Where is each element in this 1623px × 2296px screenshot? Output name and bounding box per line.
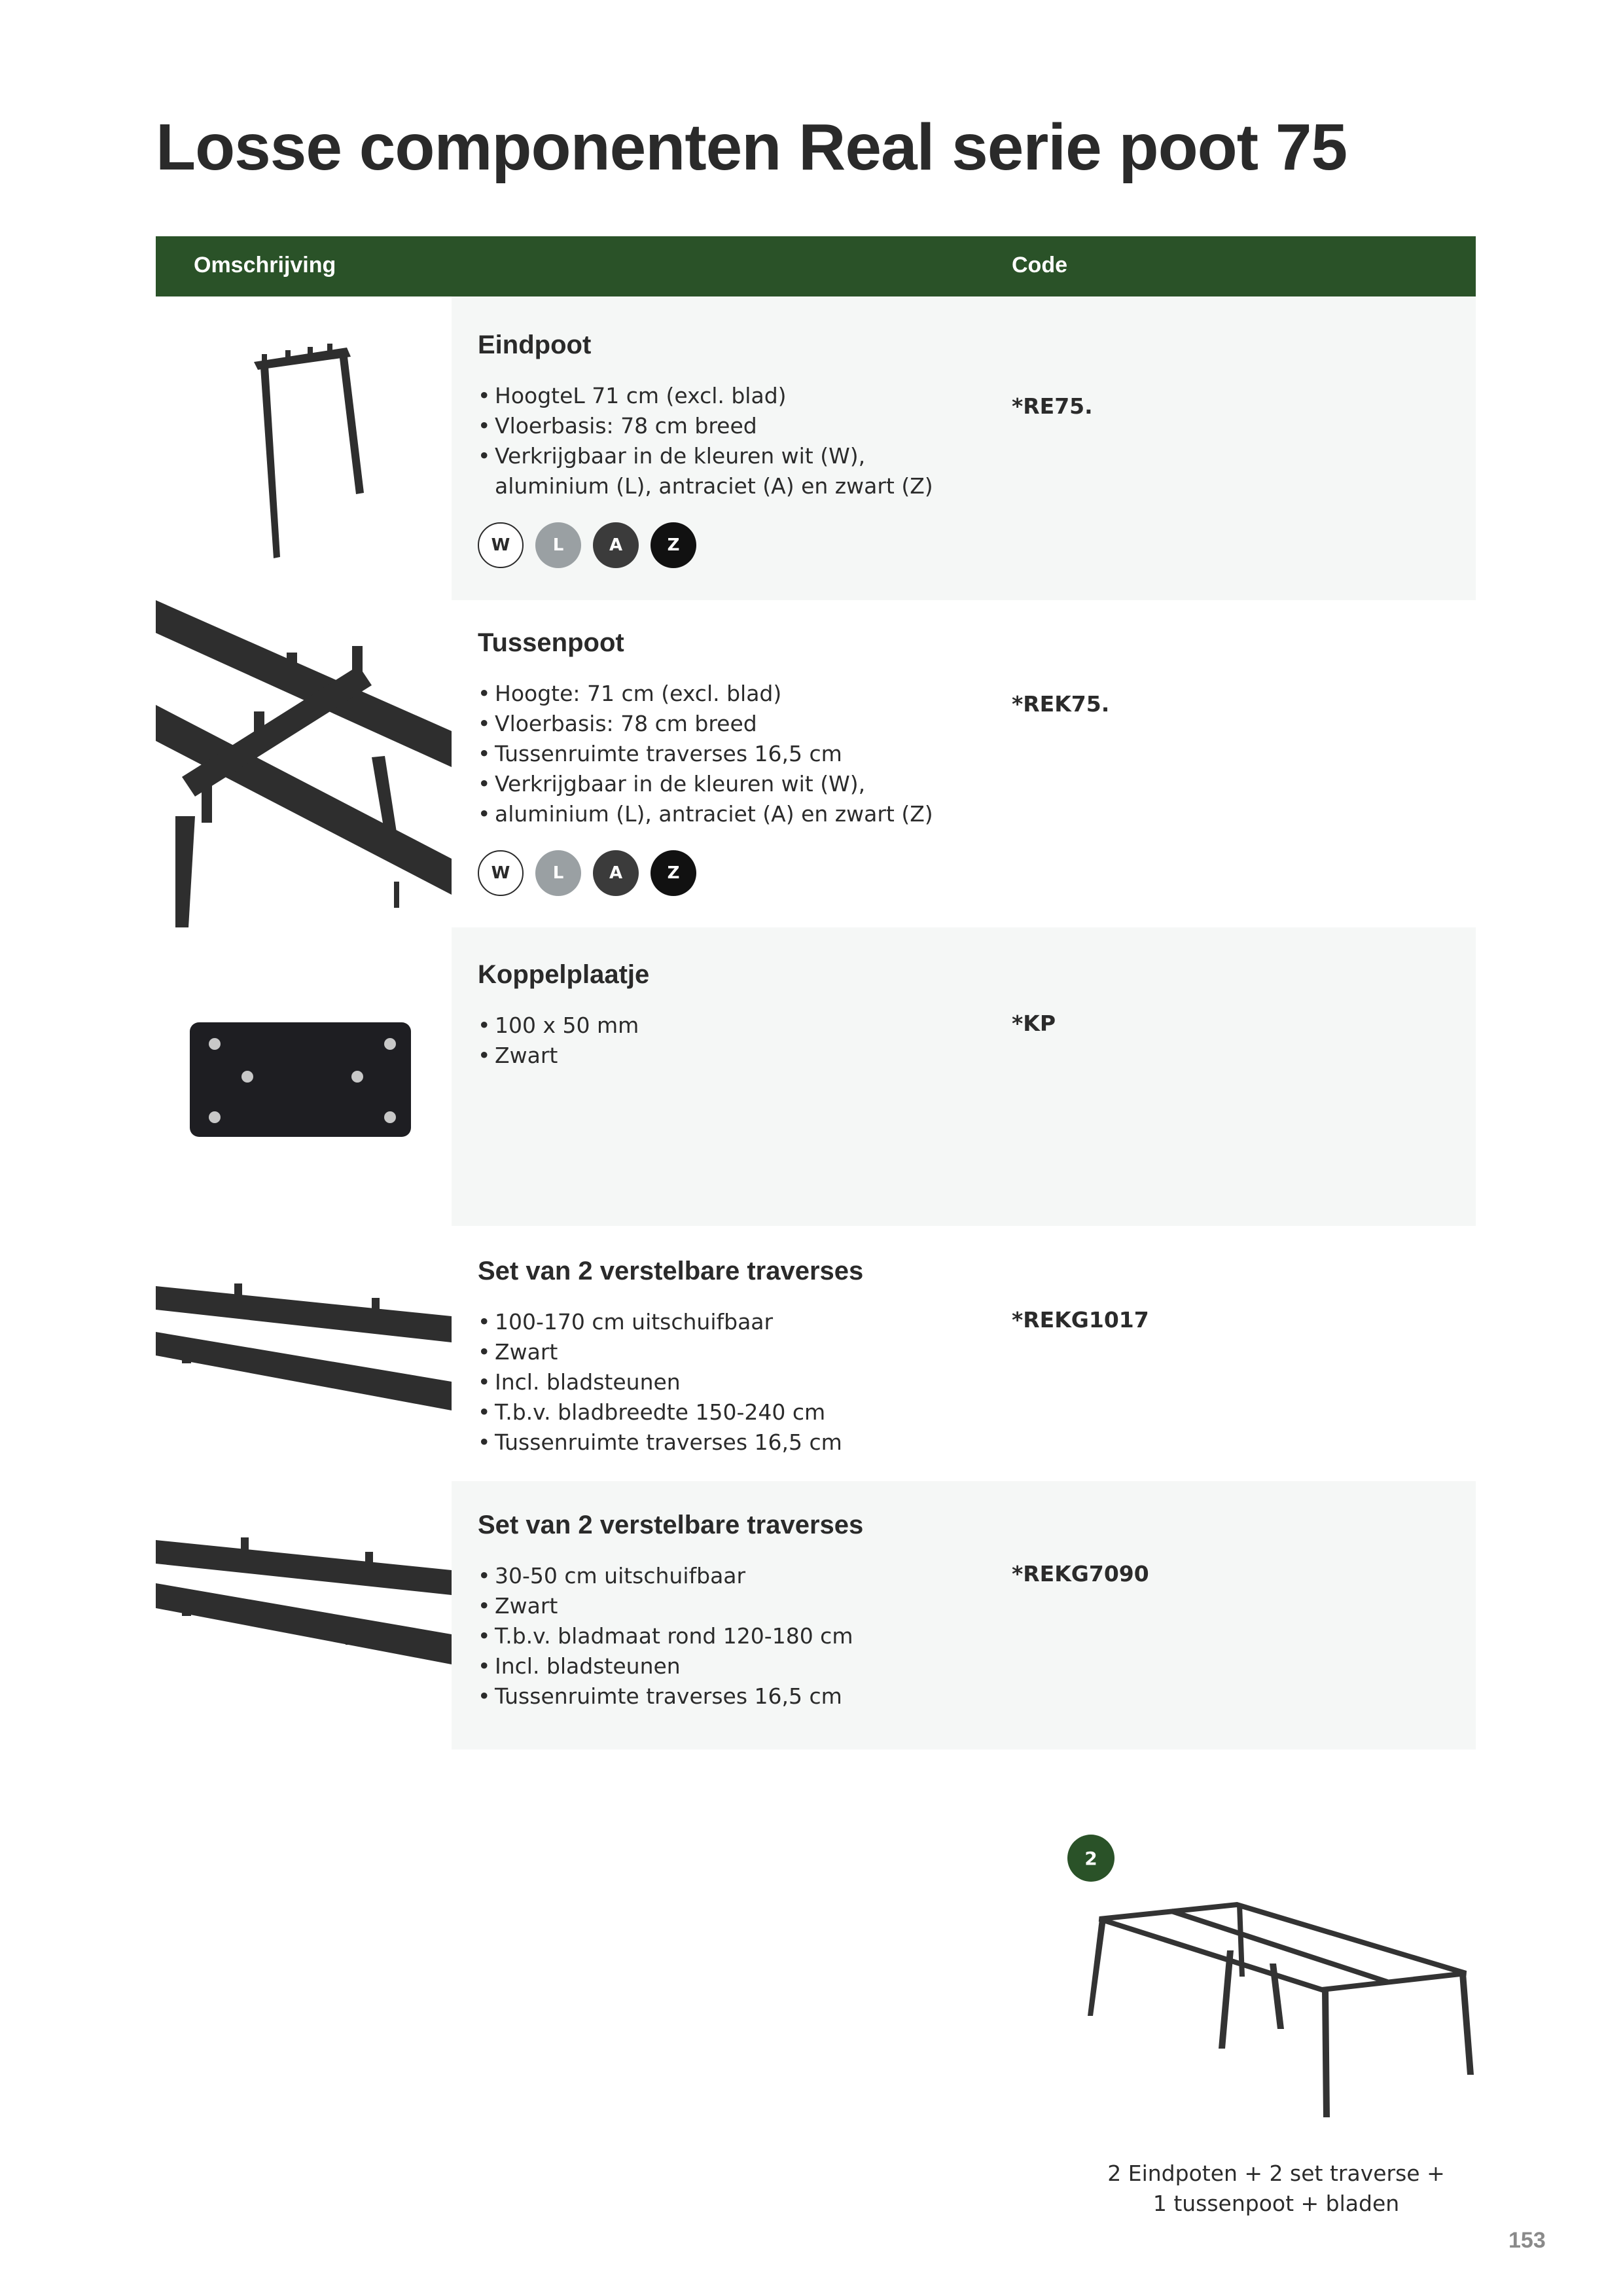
color-swatch-aluminium: L	[535, 850, 581, 896]
product-row-tussenpoot	[452, 600, 1476, 927]
spec-item: • 100 x 50 mm	[478, 1011, 639, 1041]
spec-item: • Vloerbasis: 78 cm breed	[478, 709, 933, 739]
product-row-traverses-1017	[452, 1226, 1476, 1481]
spec-item: • Verkrijgbaar in de kleuren wit (W),	[478, 441, 933, 471]
product-name: Eindpoot	[478, 331, 592, 359]
spec-item: • Tussenruimte traverses 16,5 cm	[478, 739, 933, 769]
product-specs	[478, 381, 933, 501]
spec-item: • Zwart	[478, 1041, 639, 1071]
spec-item: • Verkrijgbaar in de kleuren wit (W),	[478, 769, 933, 799]
caption-line: 1 tussenpoot + bladen	[1152, 2191, 1400, 2216]
spec-item: • 100-170 cm uitschuifbaar	[478, 1307, 842, 1337]
color-swatch-white: W	[478, 522, 524, 568]
spec-item: • Zwart	[478, 1591, 853, 1621]
product-code: *RE75.	[1012, 393, 1093, 419]
spec-item: aluminium (L), antraciet (A) en zwart (Z)	[495, 473, 933, 499]
product-specs	[478, 1561, 853, 1712]
coupling-plate-image	[156, 927, 452, 1226]
table-header	[156, 236, 1476, 296]
product-specs	[478, 679, 933, 829]
end-leg-image	[156, 296, 452, 600]
spec-item: • HoogteL 71 cm (excl. blad)	[478, 381, 933, 411]
assembly-number-badge: 2	[1067, 1835, 1115, 1882]
caption-line: 2 Eindpoten + 2 set traverse +	[1107, 2161, 1445, 2186]
color-swatch-white: W	[478, 850, 524, 896]
header-code: Code	[1012, 253, 1067, 278]
spec-item: • Zwart	[478, 1337, 842, 1367]
page-number: 153	[1508, 2228, 1546, 2253]
color-swatch-anthracite: A	[593, 522, 639, 568]
spec-item: • Tussenruimte traverses 16,5 cm	[478, 1427, 842, 1458]
traverse-set-1017-image	[156, 1226, 452, 1481]
spec-item: • 30-50 cm uitschuifbaar	[478, 1561, 853, 1591]
color-swatch-black: Z	[651, 522, 696, 568]
color-swatch-aluminium: L	[535, 522, 581, 568]
product-row-koppelplaatje	[452, 927, 1476, 1226]
spec-item: • aluminium (L), antraciet (A) en zwart (Z)	[478, 799, 933, 829]
color-options	[478, 850, 696, 896]
product-code: *REK75.	[1012, 691, 1110, 717]
spec-item: • T.b.v. bladbreedte 150-240 cm	[478, 1397, 842, 1427]
product-name: Set van 2 verstelbare traverses	[478, 1257, 864, 1285]
product-name: Set van 2 verstelbare traverses	[478, 1511, 864, 1539]
page-title: Losse componenten Real serie poot 75	[156, 111, 1347, 184]
traverse-set-7090-image	[156, 1481, 452, 1749]
spec-item: • Incl. bladsteunen	[478, 1651, 853, 1681]
product-row-traverses-7090	[452, 1481, 1476, 1749]
middle-leg-image	[156, 600, 452, 927]
color-options	[478, 522, 696, 568]
product-specs	[478, 1011, 639, 1071]
color-swatch-anthracite: A	[593, 850, 639, 896]
header-description: Omschrijving	[194, 253, 336, 278]
product-code: *KP	[1012, 1011, 1056, 1036]
spec-item: • Vloerbasis: 78 cm breed	[478, 411, 933, 441]
product-specs	[478, 1307, 842, 1458]
product-row-eindpoot	[452, 296, 1476, 600]
product-name: Koppelplaatje	[478, 960, 650, 989]
spec-item: • T.b.v. bladmaat rond 120-180 cm	[478, 1621, 853, 1651]
spec-item: • Tussenruimte traverses 16,5 cm	[478, 1681, 853, 1712]
product-code: *REKG7090	[1012, 1561, 1149, 1587]
assembly-caption	[1073, 2159, 1479, 2219]
product-name: Tussenpoot	[478, 628, 624, 657]
spec-item: • Incl. bladsteunen	[478, 1367, 842, 1397]
assembly-frame-image	[1073, 1892, 1479, 2127]
spec-item: • Hoogte: 71 cm (excl. blad)	[478, 679, 933, 709]
color-swatch-black: Z	[651, 850, 696, 896]
product-code: *REKG1017	[1012, 1307, 1149, 1333]
